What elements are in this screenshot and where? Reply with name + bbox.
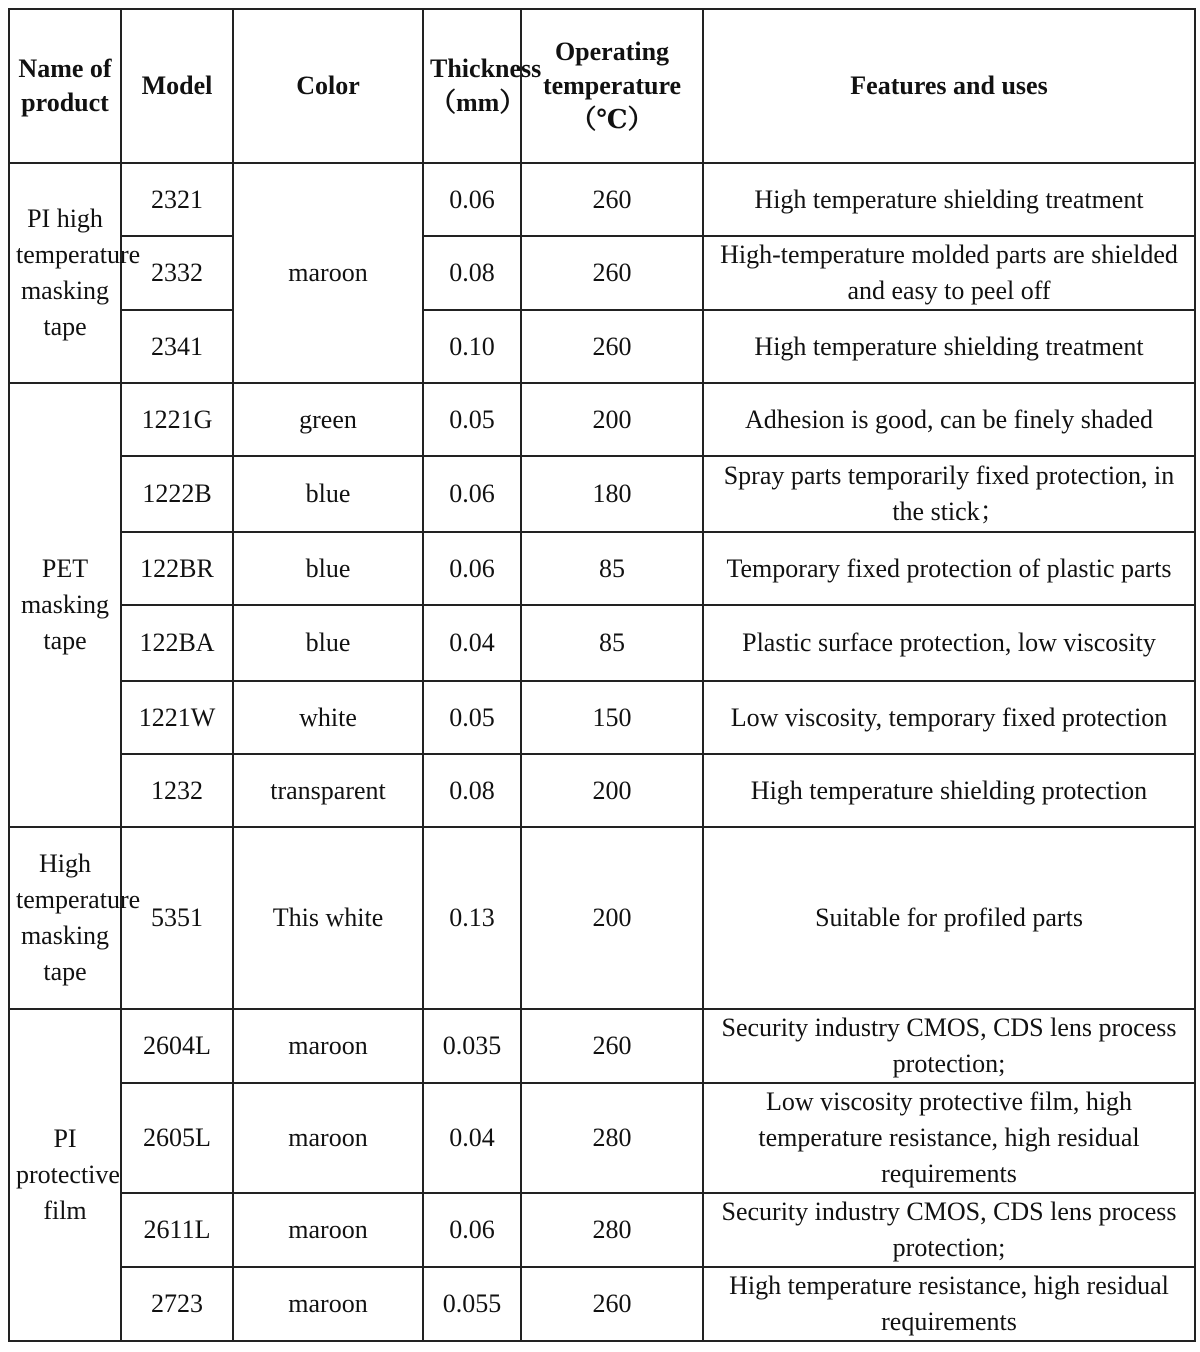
temperature-cell: 260 bbox=[521, 1009, 703, 1083]
features-cell: Adhesion is good, can be finely shaded bbox=[703, 383, 1195, 456]
features-cell: Security industry CMOS, CDS lens process protection; bbox=[703, 1193, 1195, 1267]
thickness-cell: 0.055 bbox=[423, 1267, 521, 1341]
thickness-cell: 0.05 bbox=[423, 681, 521, 754]
header-features: Features and uses bbox=[703, 9, 1195, 163]
model-cell: 2611L bbox=[121, 1193, 233, 1267]
model-cell: 122BR bbox=[121, 532, 233, 605]
color-cell: green bbox=[233, 383, 423, 456]
color-cell: maroon bbox=[233, 1083, 423, 1193]
features-cell: Plastic surface protection, low viscosity bbox=[703, 605, 1195, 681]
features-cell: High temperature shielding treatment bbox=[703, 310, 1195, 383]
temperature-cell: 200 bbox=[521, 383, 703, 456]
temperature-cell: 150 bbox=[521, 681, 703, 754]
table-row bbox=[9, 754, 1195, 827]
thickness-cell: 0.08 bbox=[423, 236, 521, 310]
thickness-cell: 0.04 bbox=[423, 1083, 521, 1193]
model-cell: 2332 bbox=[121, 236, 233, 310]
table-row bbox=[9, 532, 1195, 605]
thickness-cell: 0.06 bbox=[423, 1193, 521, 1267]
features-cell: High temperature shielding treatment bbox=[703, 163, 1195, 236]
header-row bbox=[9, 9, 1195, 163]
temperature-cell: 85 bbox=[521, 605, 703, 681]
color-cell: maroon bbox=[233, 163, 423, 383]
thickness-cell: 0.10 bbox=[423, 310, 521, 383]
color-cell: maroon bbox=[233, 1193, 423, 1267]
table-row bbox=[9, 236, 1195, 310]
model-cell: 1222B bbox=[121, 456, 233, 532]
header-thickness: Thickness（mm） bbox=[423, 9, 521, 163]
table-row bbox=[9, 827, 1195, 1009]
temperature-cell: 260 bbox=[521, 310, 703, 383]
features-cell: Security industry CMOS, CDS lens process protection; bbox=[703, 1009, 1195, 1083]
table-row bbox=[9, 1193, 1195, 1267]
product-spec-table bbox=[8, 8, 1196, 1342]
model-cell: 2321 bbox=[121, 163, 233, 236]
temperature-cell: 260 bbox=[521, 1267, 703, 1341]
group-name-cell: PET masking tape bbox=[9, 383, 121, 827]
table-row bbox=[9, 310, 1195, 383]
thickness-cell: 0.06 bbox=[423, 163, 521, 236]
color-cell: maroon bbox=[233, 1267, 423, 1341]
model-cell: 2604L bbox=[121, 1009, 233, 1083]
group-name-cell: High temperature masking tape bbox=[9, 827, 121, 1009]
group-name-cell: PI high temperature masking tape bbox=[9, 163, 121, 383]
thickness-cell: 0.04 bbox=[423, 605, 521, 681]
header-model: Model bbox=[121, 9, 233, 163]
features-cell: Low viscosity, temporary fixed protection bbox=[703, 681, 1195, 754]
features-cell: Suitable for profiled parts bbox=[703, 827, 1195, 1009]
thickness-cell: 0.05 bbox=[423, 383, 521, 456]
color-cell: blue bbox=[233, 456, 423, 532]
table-row bbox=[9, 456, 1195, 532]
model-cell: 122BA bbox=[121, 605, 233, 681]
color-cell: maroon bbox=[233, 1009, 423, 1083]
table-row bbox=[9, 1009, 1195, 1083]
color-cell: white bbox=[233, 681, 423, 754]
thickness-cell: 0.06 bbox=[423, 532, 521, 605]
table-row bbox=[9, 163, 1195, 236]
temperature-cell: 200 bbox=[521, 827, 703, 1009]
header-temperature: Operating temperature（℃） bbox=[521, 9, 703, 163]
model-cell: 1221G bbox=[121, 383, 233, 456]
thickness-cell: 0.08 bbox=[423, 754, 521, 827]
features-cell: Low viscosity protective film, high temperature resistance, high residual requirements bbox=[703, 1083, 1195, 1193]
table-row bbox=[9, 1267, 1195, 1341]
features-cell: High-temperature molded parts are shielded and easy to peel off bbox=[703, 236, 1195, 310]
model-cell: 2723 bbox=[121, 1267, 233, 1341]
group-name-cell: PI protective film bbox=[9, 1009, 121, 1341]
temperature-cell: 260 bbox=[521, 236, 703, 310]
model-cell: 2341 bbox=[121, 310, 233, 383]
color-cell: blue bbox=[233, 605, 423, 681]
table-row bbox=[9, 383, 1195, 456]
features-cell: High temperature resistance, high residual requirements bbox=[703, 1267, 1195, 1341]
features-cell: High temperature shielding protection bbox=[703, 754, 1195, 827]
thickness-cell: 0.13 bbox=[423, 827, 521, 1009]
temperature-cell: 200 bbox=[521, 754, 703, 827]
model-cell: 1232 bbox=[121, 754, 233, 827]
table-row bbox=[9, 605, 1195, 681]
temperature-cell: 180 bbox=[521, 456, 703, 532]
features-cell: Temporary fixed protection of plastic parts bbox=[703, 532, 1195, 605]
model-cell: 1221W bbox=[121, 681, 233, 754]
header-name: Name of product bbox=[9, 9, 121, 163]
model-cell: 2605L bbox=[121, 1083, 233, 1193]
table-row bbox=[9, 681, 1195, 754]
features-cell: Spray parts temporarily fixed protection, in the stick； bbox=[703, 456, 1195, 532]
model-cell: 5351 bbox=[121, 827, 233, 1009]
temperature-cell: 85 bbox=[521, 532, 703, 605]
color-cell: This white bbox=[233, 827, 423, 1009]
thickness-cell: 0.035 bbox=[423, 1009, 521, 1083]
thickness-cell: 0.06 bbox=[423, 456, 521, 532]
temperature-cell: 280 bbox=[521, 1083, 703, 1193]
temperature-cell: 280 bbox=[521, 1193, 703, 1267]
color-cell: transparent bbox=[233, 754, 423, 827]
color-cell: blue bbox=[233, 532, 423, 605]
temperature-cell: 260 bbox=[521, 163, 703, 236]
table-row bbox=[9, 1083, 1195, 1193]
header-color: Color bbox=[233, 9, 423, 163]
product-table-container bbox=[8, 8, 1196, 1342]
